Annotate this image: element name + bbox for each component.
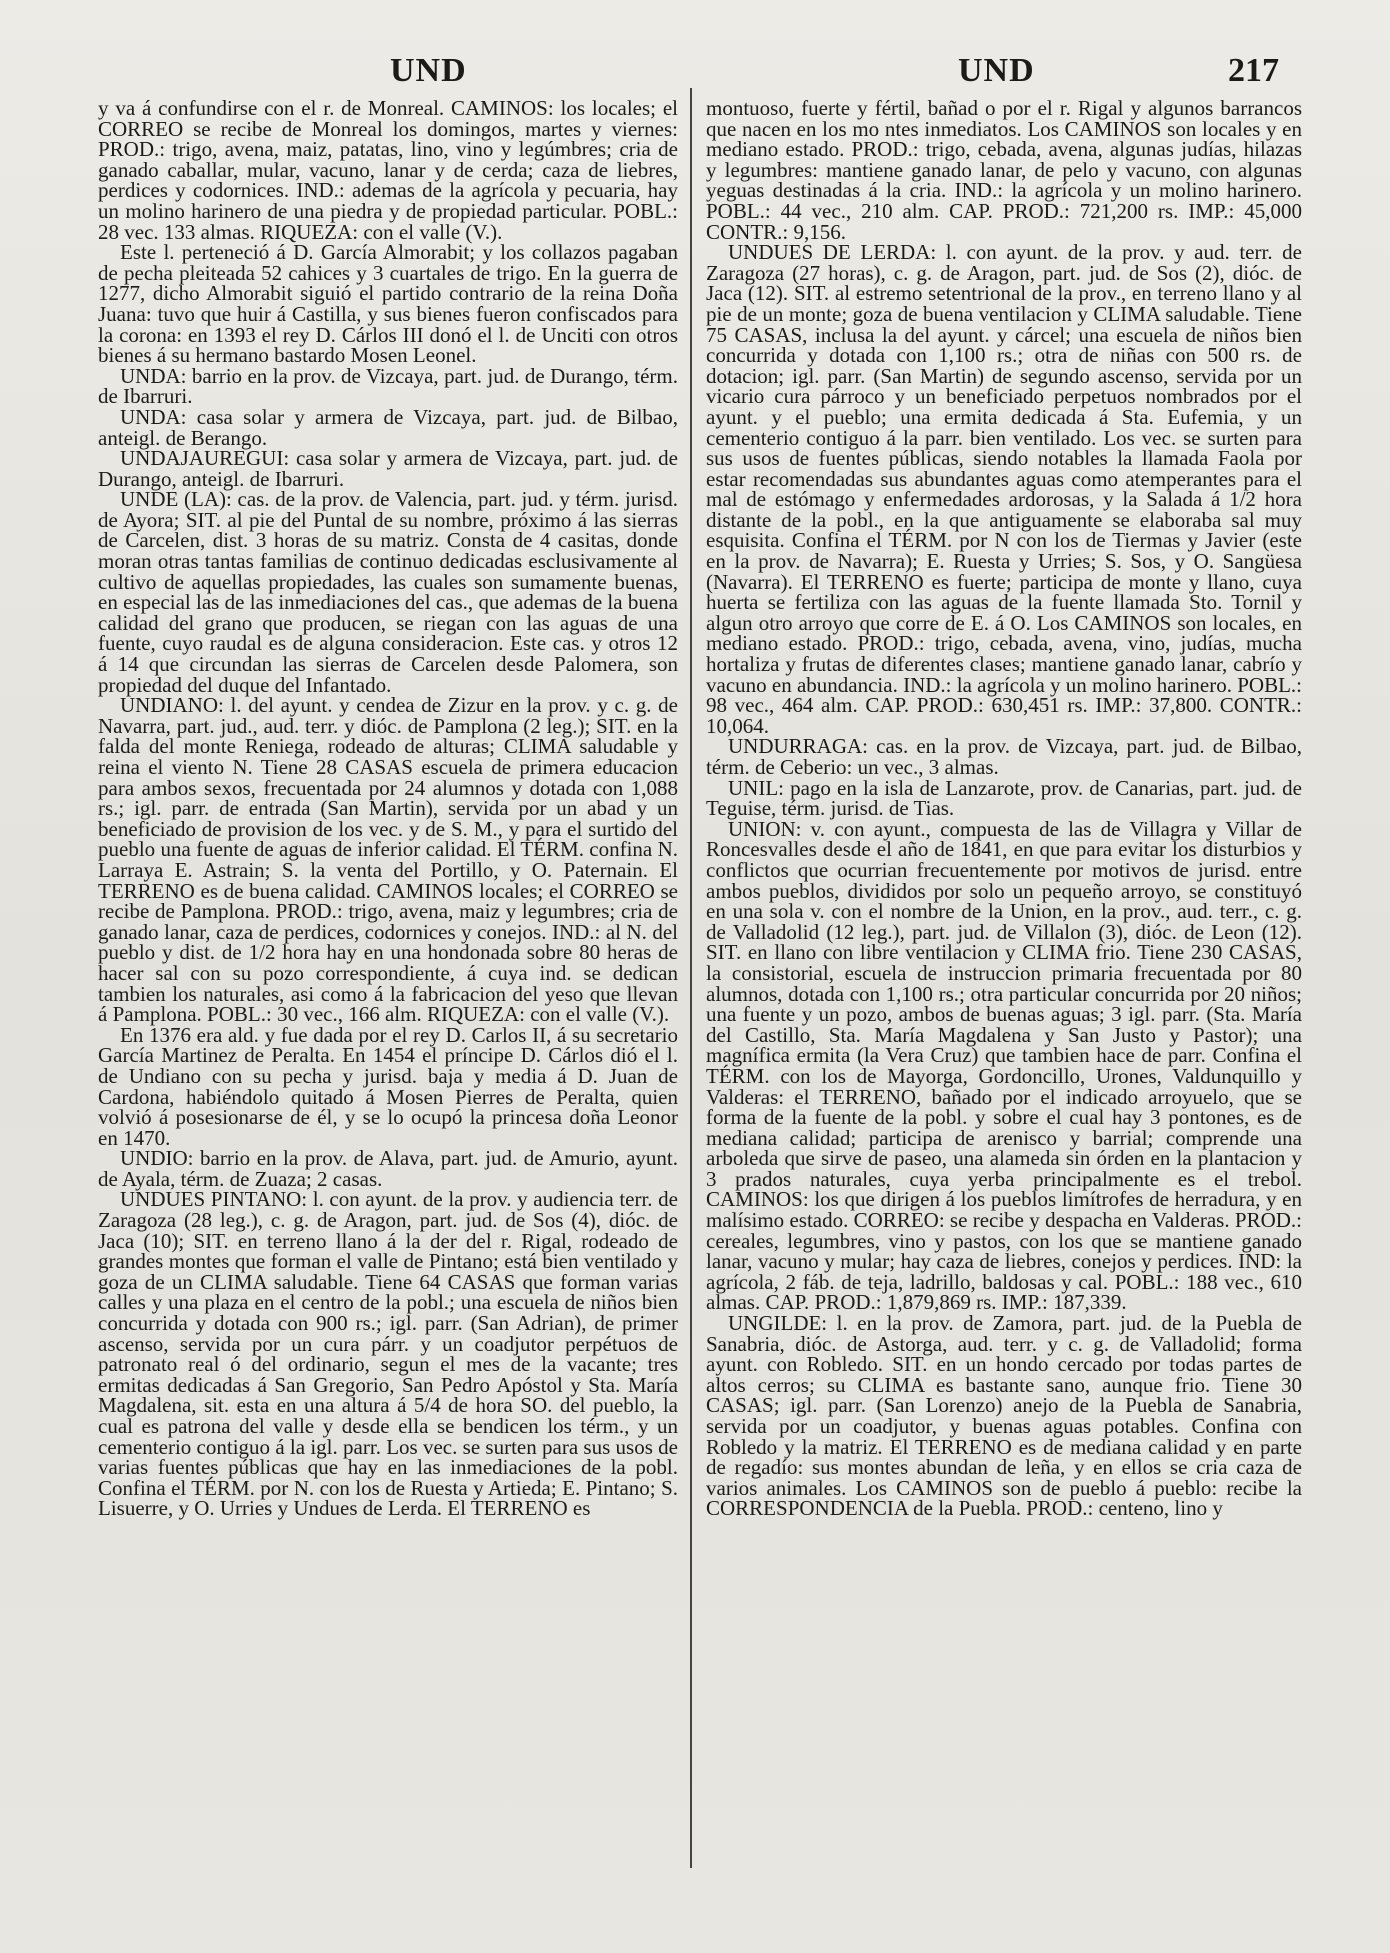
entry-undajauregui: UNDAJAUREGUI: casa solar y armera de Vizcaya, part. jud. de Durango, anteigl. de Ibarruri. [98, 446, 678, 491]
entry-undurraga: UNDURRAGA: cas. en la prov. de Vizcaya, part. jud. de Bilbao, térm. de Ceberio: un vec., 3 almas. [706, 734, 1302, 779]
entry-undiano: UNDIANO: l. del ayunt. y cendea de Zizur en la prov. y c. g. de Navarra, part. jud., aud. terr. y dióc. de Pamplona (2 leg.); SIT. en la falda del monte Reniega, rodeado de alturas; CLIMA saludable y reina el viento N. Tiene 28 CASAS escuela de primera educacion para ambos sexos, frecuentada por 24 alumnos y dotada con 1,088 rs.; igl. parr. de entrada (San Martin), servida por un abad y un beneficiado de provision de los vec. y de S. M., y para el surtido del pueblo una fuente de aguas de inferior calidad. El TÉRM. confina N. Larraya E. Astrain; S. la venta del Portillo, y O. Paternain. El TERRENO es de buena calidad. CAMINOS locales; el CORREO se recibe de Pamplona. PROD.: trigo, avena, maiz y legumbres; cria de ganado lanar, caza de perdices, codornices y conejos. IND.: al N. del pueblo y dist. de 1/2 hora hay en una hondonada sobre 80 heras de hacer sal con su pozo correspondiente, á cuya ind. se dedican tambien los naturales, asi como á la fabricacion del yeso que llevan á Pamplona. POBL.: 30 vec., 166 alm. RIQUEZA: con el valle (V.). [98, 693, 678, 1027]
entry-paragraph: Este l. perteneció á D. García Almorabit; y los collazos pagaban de pecha pleiteada 52 cahices y 3 cuartales de trigo. En la guerra de 1277, dicho Almorabit siguió el partido contrario de la reina Doña Juana: tuvo que huir á Castilla, y sus bienes fueron confiscados para la corona: en 1393 el rey D. Cárlos III donó el l. de Unciti con otros bienes á su hermano bastardo Mosen Leonel. [98, 240, 678, 368]
entry-undues-pintano: UNDUES PINTANO: l. con ayunt. de la prov. y audiencia terr. de Zaragoza (28 leg.), c. g. de Aragon, part. jud. de Sos (4), dióc. de Jaca (10); SIT. en terreno llano á la der del r. Rigal, rodeado de grandes montes que forman el valle de Pintano; está bien ventilado y goza de un CLIMA saludable. Tiene 64 CASAS que forman varias calles y una plaza en el centro de la pobl.; una escuela de niños bien concurrida y dotada con 900 rs.; igl. parr. (San Adrian), de primer ascenso, servida por un cura párr. y un coadjutor perpétuos de patronato real ó del ordinario, segun el mes de la vacante; tres ermitas dedicadas á San Gregorio, San Pedro Apóstol y Sta. María Magdalena, sit. esta en una altura á 5/4 de hora SO. del pueblo, la cual es patrona del valle y desde ella se bendicen los térm., y un cementerio contiguo á la igl. parr. Los vec. se surten para sus usos de varias fuentes públicas que hay en las inmediaciones de la pobl. Confina el TÉRM. por N. con los de Ruesta y Artieda; E. Pintano; S. Lisuerre, y O. Urries y Undues de Lerda. El TERRENO es [98, 1187, 678, 1521]
running-head-right: UND [958, 52, 1035, 89]
entry-undues-de-lerda: UNDUES DE LERDA: l. con ayunt. de la prov. y aud. terr. de Zaragoza (27 horas), c. g. de Aragon, part. jud. de Sos (2), dióc. de Jaca (12). SIT. al estremo setentrional de la prov., en terreno llano y al pie de un monte; goza de buena ventilacion y CLIMA saludable. Tiene 75 CASAS, inclusa la del ayunt. y cárcel; una escuela de niños bien concurrida y dotada con 1,100 rs.; otra de niñas con 500 rs. de dotacion; igl. parr. (San Martin) de segundo ascenso, servida por un vicario cura párroco y un beneficiado perpetuos nombrados por el ayunt. y el pueblo; una ermita dedicada á Sta. Eufemia, y un cementerio contiguo á la parr. bien ventilado. Los vec. se surten para sus usos de fuentes públicas, siendo notables la llamada Faola por estar recomendadas sus abundantes aguas como atemperantes para el mal de estómago y enfermedades ardorosas, y la Salada á 1/2 hora distante de la pobl., en la que antiguamente se elaboraba sal muy esquisita. Confina el TÉRM. por N con los de Tiermas y Javier (este en la prov. de Navarra); E. Ruesta y Urries; S. Sos, y O. Sangüesa (Navarra). El TERRENO es fuerte; participa de monte y llano, cuya huerta se fertiliza con las aguas de la fuente llamada Sto. Tornil y algun otro arroyo que corre de E. á O. Los CAMINOS son locales, en mediano estado. PROD.: trigo, cebada, avena, vino, judías, mucha hortaliza y frutas de diferentes clases; mantiene ganado lanar, cabrío y vacuno en abundancia. IND.: la agrícola y un molino harinero. POBL.: 98 vec., 464 alm. CAP. PROD.: 630,451 rs. IMP.: 37,800. CONTR.: 10,064. [706, 240, 1302, 738]
entry-paragraph: montuoso, fuerte y fértil, bañad o por el r. Rigal y algunos barrancos que nacen en los mo ntes inmediatos. Los CAMINOS son locales y en mediano estado. PROD.: trigo, cebada, avena, algunas judías, hilazas y legumbres: mantiene ganado lanar, de pelo y vacuno, con algunas yeguas destinadas á la cria. IND.: la agrícola y un molino harinero. POBL.: 44 vec., 210 alm. CAP. PROD.: 721,200 rs. IMP.: 45,000 CONTR.: 9,156. [706, 98, 1302, 244]
entry-union: UNION: v. con ayunt., compuesta de las de Villagra y Villar de Roncesvalles desde el año de 1841, en que para evitar los disturbios y conflictos que ocurrian frecuentemente por motivos de jurisd. entre ambos pueblos, divididos por solo un pequeño arroyo, se constituyó en una sola v. con el nombre de la Union, en la prov., aud. terr., c. g. de Valladolid (12 leg.), part. jud. de Villalon (3), dióc. de Leon (12). SIT. en llano con libre ventilacion y CLIMA frio. Tiene 230 CASAS, la consistorial, escuela de instruccion primaria frecuentada por 80 alumnos, dotada con 1,100 rs.; otra particular concurrida por 20 niños; una fuente y un pozo, ambos de buenas aguas; 3 igl. parr. (Sta. María del Castillo, Sta. María Magdalena y San Justo y Pastor); una magnífica ermita (la Vera Cruz) que tambien hace de parr. Confina el TÉRM. con los de Mayorga, Gordoncillo, Urones, Valdunquillo y Valderas: el TERRENO, bañado por el indicado arroyuelo, que se forma de la fuente de la pobl. y sobre el cual hay 3 pontones, es de mediana calidad; participa de arenisco y barrial; comprende una arboleda que sirve de paseo, una alameda sin órden en la plantacion y 3 prados naturales, cuya yerba principalmente es el trebol. CAMINOS: los que dirigen á los pueblos limítrofes de herradura, y en malísimo estado. CORREO: se recibe y despacha en Valderas. PROD.: cereales, legumbres, vino y pastos, con los que se mantiene ganado lanar, vacuno y mular; hay caza de liebres, conejos y perdices. IND: la agrícola, 2 fáb. de teja, ladrillo, baldosas y cal. POBL.: 188 vec., 610 almas. CAP. PROD.: 1,879,869 rs. IMP.: 187,339. [706, 816, 1302, 1315]
entry-unde: UNDE (LA): cas. de la prov. de Valencia, part. jud. y térm. jurisd. de Ayora; SIT. al pie del Puntal de su nombre, próximo á las sierras de Carcelen, dist. 3 horas de su matriz. Consta de 4 casitas, donde moran otras tantas familias de continuo dedicadas esclusivamente al cultivo de aquellas propiedades, las cuales son sumamente buenas, en especial las de las inmediaciones del cas., que ademas de la buena calidad del grano que producen, se riegan con las aguas de una fuente, cuyo raudal es de alguna consideracion. Este cas. y otros 12 á 14 que circundan las sierras de Carcelen desde Palomera, son propiedad del duque del Infantado. [98, 487, 678, 697]
entry-paragraph: En 1376 era ald. y fue dada por el rey D. Carlos II, á su secretario García Martinez de Peralta. En 1454 el príncipe D. Cárlos dió el l. de Undiano con su pecha y jurisd. baja y media á D. Juan de Cardona, habiéndolo quitado á Mosen Pierres de Peralta, quien volvió á posesionarse de él, y se lo ocupó la princesa doña Leonor en 1470. [98, 1022, 678, 1150]
entry-undа-1: UNDA: barrio en la prov. de Vizcaya, part. jud. de Durango, térm. de Ibarruri. [98, 363, 678, 409]
left-column [98, 98, 678, 1858]
entry-undio: UNDIO: barrio en la prov. de Alava, part. jud. de Amurio, ayunt. de Ayala, térm. de Zuaza; 2 casas. [98, 1146, 678, 1191]
page-number: 217 [1228, 52, 1279, 89]
running-head-left: UND [390, 52, 467, 89]
right-column [706, 98, 1302, 1858]
entry-ungilde: UNGILDE: l. en la prov. de Zamora, part. jud. de la Puebla de Sanabria, dióc. de Astorga, aud. terr. y c. g. de Valladolid; forma ayunt. con Robledo. SIT. en un hondo cercado por todas partes de altos cerros; su CLIMA es bastante sano, aunque frio. Tiene 30 CASAS; igl. parr. (San Lorenzo) anejo de la Puebla de Sanabria, servida por un coadjutor, y buenas aguas potables. Confina con Robledo y la matriz. El TERRENO es de mediana calidad y en parte de regadío: sus montes abundan de leña, y en ellos se cria caza de varios animales. Los CAMINOS son de pueblo á pueblo: recibe la CORRESPONDENCIA de la Puebla. PROD.: centeno, lino y [706, 1311, 1302, 1521]
entry-unda-2: UNDA: casa solar y armera de Vizcaya, part. jud. de Bilbao, anteigl. de Berango. [98, 404, 678, 450]
column-rule [690, 88, 692, 1868]
entry-paragraph: y va á confundirse con el r. de Monreal. CAMINOS: los locales; el CORREO se recibe de Monreal los domingos, martes y viernes: PROD.: trigo, avena, maiz, patatas, lino, vino y legúmbres; cria de ganado caballar, mular, vacuno, lanar y de cerda; caza de liebres, perdices y codornices. IND.: ademas de la agrícola y pecuaria, hay un molino harinero de una piedra y de propiedad particular. POBL.: 28 vec. 133 almas. RIQUEZA: con el valle (V.). [98, 98, 678, 244]
entry-unil: UNIL: pago en la isla de Lanzarote, prov. de Canarias, part. jud. de Teguise, térm. jurisd. de Tias. [706, 775, 1302, 821]
